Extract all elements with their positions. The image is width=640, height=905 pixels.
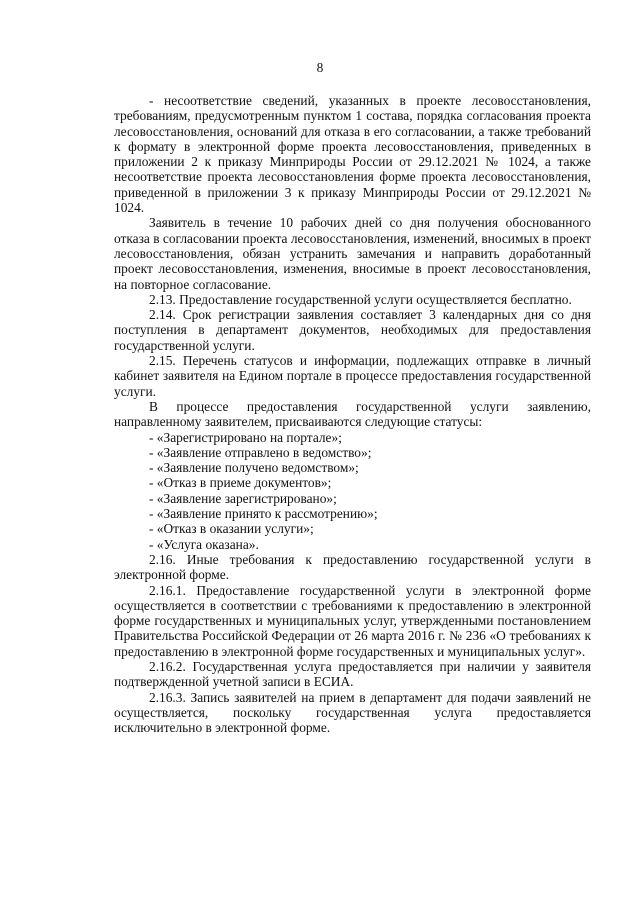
- paragraph-2-16-2: 2.16.2. Государственная услуга предоставляется при наличии у заявителя подтвержденной учетной записи в ЕСИА.: [114, 658, 591, 690]
- paragraph-2-15: 2.15. Перечень статусов и информации, подлежащих отправке в личный кабинет заявителя на Едином портале в процессе предоставления государственной услуги.: [114, 353, 591, 399]
- paragraph-nonconformity: - несоответствие сведений, указанных в проекте лесовосстановления, требованиям, предусмотренным пунктом 1 состава, порядка согласования проекта лесовосстановления, оснований для отказа в его согласовании, а также требований к формату в электронной форме проекта лесовосстановления, приведенных в приложении 2 к приказу Минприроды России от 29.12.2021 № 1024, а также несоответствие проекта лесовосстановления форме проекта лесовосстановления, приведенной в приложении 3 к приказу Минприроды России от 29.12.2021 № 1024.: [114, 93, 591, 216]
- paragraph-applicant-correction: Заявитель в течение 10 рабочих дней со дня получения обоснованного отказа в согласовании проекта лесовосстановления, изменений, вносимых в проект лесовосстановления, обязан устранить замечания и направить доработанный проект лесовосстановления, изменения, вносимые в проект лесовосстановления, на повторное согласование.: [114, 215, 591, 292]
- paragraph-statuses-intro: В процессе предоставления государственной услуги заявлению, направленному заявителем, присваиваются следующие статусы:: [114, 398, 591, 430]
- page-number: 8: [316, 60, 324, 75]
- list-item: - «Услуга оказана».: [149, 536, 259, 552]
- document-body: [114, 93, 591, 735]
- list-item: - «Заявление зарегистрировано»;: [149, 490, 337, 506]
- list-item: - «Отказ в приеме документов»;: [149, 475, 332, 491]
- paragraph-2-16: 2.16. Иные требования к предоставлению государственной услуги в электронной форме.: [114, 551, 591, 583]
- list-item: - «Отказ в оказании услуги»;: [149, 521, 314, 537]
- list-item: - «Зарегистрировано на портале»;: [149, 429, 342, 445]
- paragraph-2-16-3: 2.16.3. Запись заявителей на прием в департамент для подачи заявлений не осуществляется, поскольку государственная услуга предоставляется исключительно в электронной форме.: [114, 689, 591, 736]
- list-item: - «Заявление принято к рассмотрению»;: [149, 506, 378, 522]
- status-list: [114, 430, 591, 552]
- list-item: - «Заявление отправлено в ведомство»;: [149, 444, 372, 460]
- list-item: - «Заявление получено ведомством»;: [149, 460, 359, 476]
- paragraph-2-13: 2.13. Предоставление государственной услуги осуществляется бесплатно.: [149, 291, 572, 307]
- paragraph-2-14: 2.14. Срок регистрации заявления составляет 3 календарных дня со дня поступления в департамент документов, необходимых для предоставления государственной услуги.: [114, 307, 591, 353]
- paragraph-2-16-1: 2.16.1. Предоставление государственной услуги в электронной форме осуществляется в соответствии с требованиями к предоставлению в электронной форме государственных и муниципальных услуг, утвержденными постановлением Правительства Российской Федерации от 26 марта 2016 г. № 236 «О требованиях к предоставлению в электронной форме государственных и муниципальных услуг».: [114, 582, 591, 659]
